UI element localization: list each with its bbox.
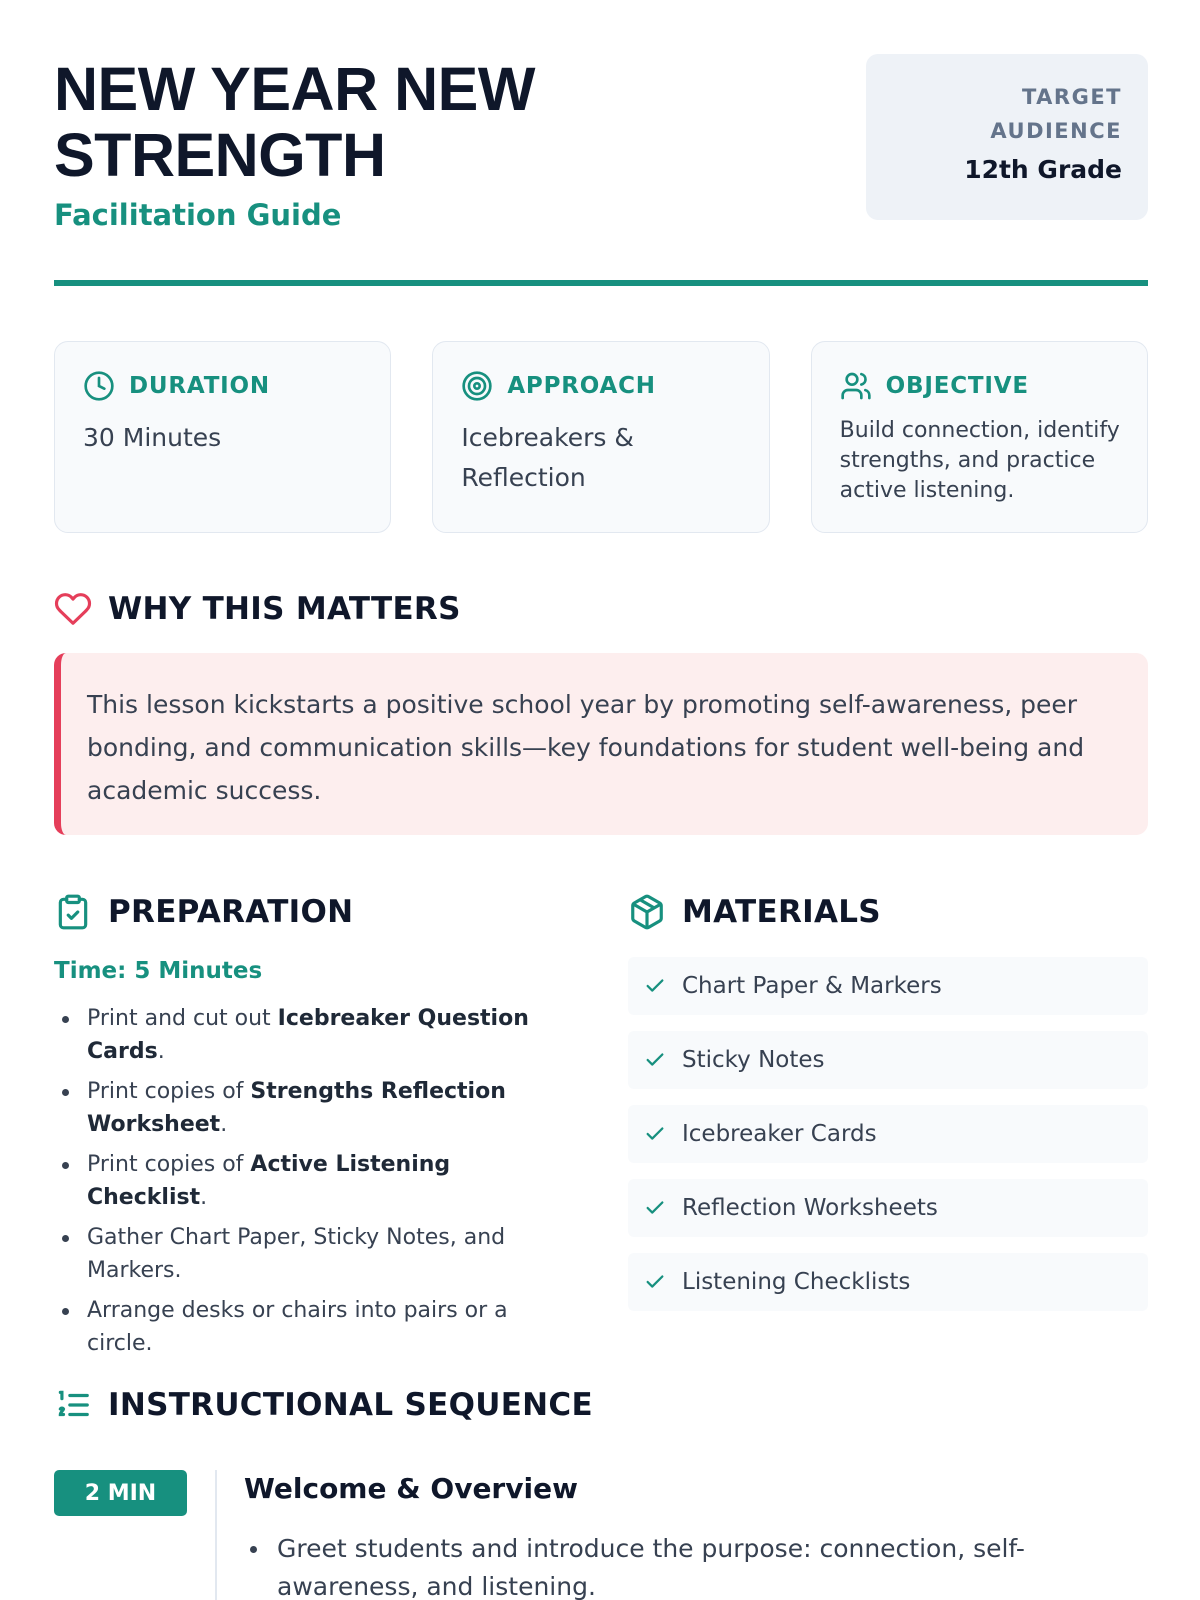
approach-value: Icebreakers & Reflection [461,423,634,492]
check-icon [644,1271,666,1293]
page-title: NEW YEAR NEW STRENGTH [54,55,535,189]
why-heading [54,590,461,628]
list-item: Print copies of Active Listening Checklist. [54,1148,554,1214]
users-icon [840,370,872,402]
list-item: Icebreaker Cards [628,1105,1148,1163]
numbered-list-icon [54,1386,92,1424]
list-item: Print and cut out Icebreaker Question Cards. [54,1002,554,1068]
sequence-step [54,1470,1148,1600]
clock-icon [83,370,115,402]
sequence-heading [54,1386,593,1424]
header-divider [54,280,1148,286]
header [54,0,1148,288]
list-item: Greet students and introduce the purpose: connection, self-awareness, and listening. [244,1530,1064,1600]
target-audience-value: 12th Grade [964,155,1122,184]
check-icon [644,1197,666,1219]
clipboard-check-icon [54,893,92,931]
step-duration-badge: 2 MIN [54,1470,187,1516]
check-icon [644,1049,666,1071]
check-icon [644,975,666,997]
preparation-title: PREPARATION [108,894,354,930]
sequence-title: INSTRUCTIONAL SEQUENCE [108,1387,593,1423]
package-icon [628,893,666,931]
list-item: Arrange desks or chairs into pairs or a circle. [54,1294,554,1360]
objective-value: Build connection, identify strengths, and practice active listening. [839,418,1120,503]
objective-card [811,341,1148,533]
target-audience-label: TARGET AUDIENCE [990,85,1122,143]
materials-title: MATERIALS [682,894,881,930]
duration-value: 30 Minutes [83,423,222,452]
duration-title: DURATION [129,373,270,399]
approach-card [432,341,769,533]
page-subtitle: Facilitation Guide [54,198,342,232]
list-item: Print copies of Strengths Reflection Worksheet. [54,1075,554,1141]
why-text: This lesson kickstarts a positive school year by promoting self-awareness, peer bonding, and communication skills—key foundations for student well-being and academic success. [87,690,1085,805]
list-item: Sticky Notes [628,1031,1148,1089]
materials-heading [628,893,881,931]
list-item: Gather Chart Paper, Sticky Notes, and Markers. [54,1221,554,1287]
step-title: Welcome & Overview [244,1472,578,1505]
facilitation-guide-page [54,0,1148,1600]
target-icon [461,370,493,402]
duration-card [54,341,391,533]
info-cards [54,341,1148,533]
heart-icon [54,590,92,628]
target-audience-box [866,54,1148,220]
why-text-box [54,653,1148,835]
step-timeline-line [215,1470,217,1600]
list-item: Reflection Worksheets [628,1179,1148,1237]
preparation-heading [54,893,353,931]
list-item: Listening Checklists [628,1253,1148,1311]
list-item: Chart Paper & Markers [628,957,1148,1015]
approach-title: APPROACH [507,373,656,399]
preparation-time: Time: 5 Minutes [54,958,263,984]
step-list [244,1530,1064,1600]
materials-list [628,957,1148,1327]
why-title: WHY THIS MATTERS [108,591,461,627]
preparation-list [54,1002,554,1367]
check-icon [644,1123,666,1145]
objective-title: OBJECTIVE [885,373,1029,399]
